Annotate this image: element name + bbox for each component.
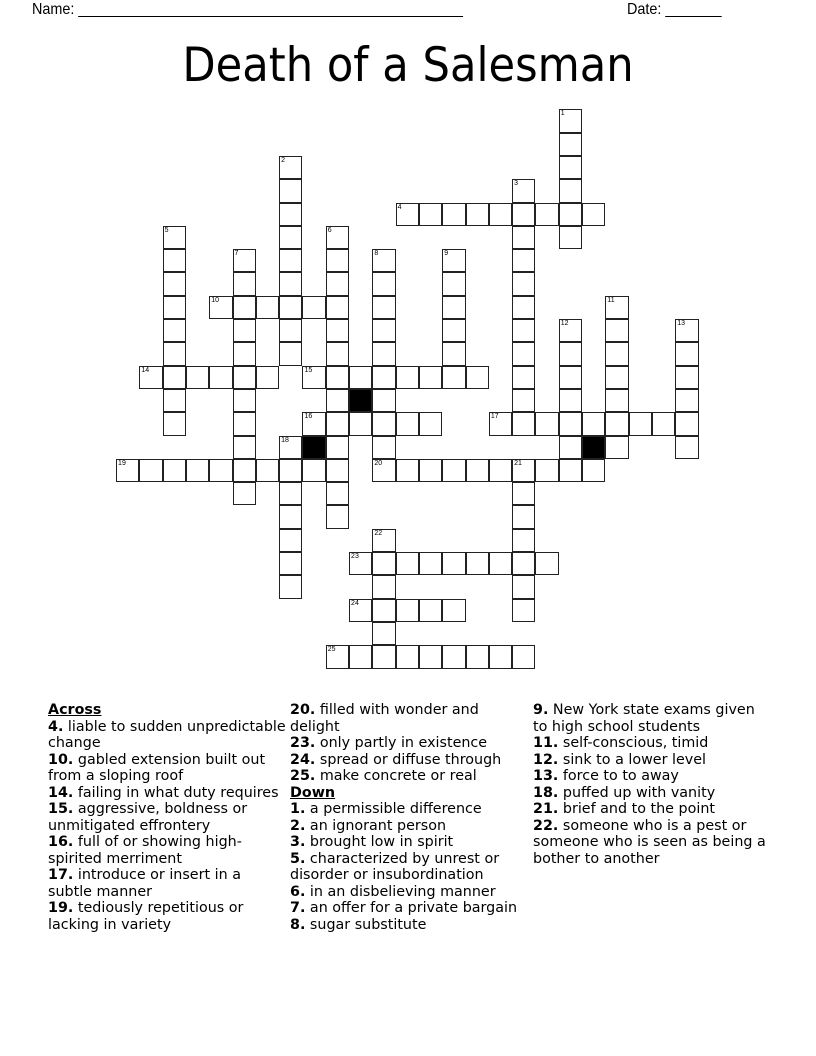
grid-cell[interactable] [442,366,465,389]
clue-number: 22. [533,817,559,834]
across-clue-24 [290,752,530,769]
grid-cell[interactable] [233,366,256,389]
down-clue-7 [290,900,530,917]
grid-cell[interactable] [396,366,419,389]
date-field[interactable]: Date: _______ [627,1,722,18]
grid-cell[interactable] [279,226,302,249]
clue-number-6: 6 [327,226,332,234]
grid-cell[interactable] [349,552,372,575]
clue-number-4: 4 [397,203,402,211]
grid-cell[interactable] [372,319,395,342]
grid-cell[interactable] [372,645,395,668]
grid-cell[interactable] [233,272,256,295]
grid-cell[interactable] [419,552,442,575]
grid-cell[interactable] [163,249,186,272]
clue-number: 2. [290,817,306,834]
down-clue-22 [533,818,773,868]
clue-number: 8. [290,916,306,933]
grid-cell[interactable] [326,412,349,435]
clue-number: 19. [48,900,74,916]
grid-cell[interactable] [279,296,302,319]
clue-number-16: 16 [304,413,313,421]
clue-number-7: 7 [234,250,239,258]
grid-cell[interactable] [186,459,209,482]
clue-number-17: 17 [490,413,499,421]
clue-number-3: 3 [514,180,519,188]
grid-cell[interactable] [279,156,302,179]
clue-number-9: 9 [444,250,449,258]
grid-cell[interactable] [442,319,465,342]
grid-cell[interactable] [559,342,582,365]
clue-text: tediously repetitious or lacking in variety [48,900,244,933]
grid-cell[interactable] [139,366,162,389]
clue-text: brief and to the point [558,801,715,817]
grid-cell[interactable] [559,156,582,179]
page-title: Death of a Salesman [182,38,634,93]
grid-cell[interactable] [209,366,232,389]
grid-cell[interactable] [163,366,186,389]
grid-cell[interactable] [419,366,442,389]
clue-number: 7. [290,900,306,916]
grid-cell[interactable] [442,459,465,482]
grid-cell[interactable] [116,459,139,482]
grid-cell[interactable] [489,459,512,482]
grid-cell[interactable] [605,412,628,435]
grid-cell[interactable] [466,366,489,389]
grid-cell[interactable] [256,366,279,389]
grid-cell[interactable] [279,482,302,505]
across-clue-23 [290,735,530,752]
grid-cell[interactable] [396,645,419,668]
grid-cell[interactable] [652,412,675,435]
grid-cell[interactable] [349,645,372,668]
clue-number: 11. [533,735,559,751]
grid-cell[interactable] [372,366,395,389]
grid-cell[interactable] [559,436,582,459]
down-clue-11 [533,735,773,752]
down-clue-5 [290,851,530,884]
down-clue-12 [533,752,773,769]
grid-cell[interactable] [302,459,325,482]
grid-cell[interactable] [396,203,419,226]
grid-cell[interactable] [372,459,395,482]
grid-cell[interactable] [279,272,302,295]
clue-text: liable to sudden unpredictable change [48,718,286,751]
grid-cell[interactable] [512,645,535,668]
grid-cell[interactable] [559,319,582,342]
grid-cell[interactable] [279,342,302,365]
clue-number-23: 23 [351,553,359,561]
black-cell [349,389,372,412]
grid-cell[interactable] [419,203,442,226]
down-heading: Down [290,784,336,801]
grid-cell[interactable] [559,179,582,202]
grid-cell[interactable] [605,366,628,389]
clue-number-11: 11 [607,296,615,304]
grid-cell[interactable] [372,296,395,319]
grid-cell[interactable] [372,599,395,622]
clue-number: 18. [533,784,559,801]
grid-cell[interactable] [279,203,302,226]
across-clue-15 [48,801,288,834]
grid-cell[interactable] [139,459,162,482]
grid-cell[interactable] [326,272,349,295]
across-clue-4 [48,719,288,752]
clue-number-5: 5 [164,226,169,234]
grid-cell[interactable] [442,272,465,295]
clue-number-25: 25 [327,646,336,654]
grid-cell[interactable] [209,296,232,319]
grid-cell[interactable] [489,412,512,435]
grid-cell[interactable] [372,342,395,365]
grid-cell[interactable] [512,552,535,575]
grid-cell[interactable] [419,412,442,435]
clue-text: someone who is a pest or someone who is seen as being a bother to another [533,817,766,867]
grid-cell[interactable] [396,412,419,435]
clue-text: make concrete or real [315,768,477,784]
grid-cell[interactable] [605,389,628,412]
grid-cell[interactable] [512,529,535,552]
grid-cell[interactable] [419,599,442,622]
down-clue-8 [290,917,530,934]
grid-cell[interactable] [279,575,302,598]
clue-number: 1. [290,801,306,817]
grid-cell[interactable] [163,272,186,295]
clue-text: sugar substitute [305,916,427,933]
grid-cell[interactable] [233,389,256,412]
grid-cell[interactable] [466,552,489,575]
clue-number-18: 18 [281,436,289,444]
clue-number-2: 2 [281,156,286,164]
grid-cell[interactable] [582,203,605,226]
grid-cell[interactable] [163,412,186,435]
clue-number: 3. [290,834,306,850]
grid-cell[interactable] [302,296,325,319]
clue-text: in an disbelieving manner [305,883,496,900]
grid-cell[interactable] [559,366,582,389]
clue-number: 15. [48,801,74,817]
black-cell [302,436,325,459]
grid-cell[interactable] [512,342,535,365]
clue-number: 23. [290,735,316,751]
grid-cell[interactable] [442,342,465,365]
grid-cell[interactable] [233,459,256,482]
clue-number-22: 22 [374,529,383,537]
grid-cell[interactable] [512,366,535,389]
clue-number-24: 24 [351,599,359,607]
clue-text: aggressive, boldness or unmitigated effrontery [48,801,248,834]
grid-cell[interactable] [326,645,349,668]
grid-cell[interactable] [279,459,302,482]
clue-text: force to to away [558,768,679,784]
grid-cell[interactable] [372,272,395,295]
clue-text: a permissible difference [305,801,482,817]
grid-cell[interactable] [442,552,465,575]
grid-cell[interactable] [163,319,186,342]
grid-cell[interactable] [559,389,582,412]
grid-cell[interactable] [512,482,535,505]
clue-text: filled with wonder and delight [290,702,479,735]
grid-cell[interactable] [279,179,302,202]
grid-cell[interactable] [326,366,349,389]
grid-cell[interactable] [233,249,256,272]
grid-cell[interactable] [559,133,582,156]
clue-number: 24. [290,751,316,768]
grid-cell[interactable] [349,366,372,389]
black-cell [582,436,605,459]
grid-cell[interactable] [372,622,395,645]
clue-text: gabled extension built out from a sloping roof [48,751,266,784]
grid-cell[interactable] [279,319,302,342]
grid-cell[interactable] [326,482,349,505]
grid-cell[interactable] [466,645,489,668]
clue-number-15: 15 [304,366,313,374]
clue-number: 13. [533,768,559,784]
grid-cell[interactable] [559,412,582,435]
grid-cell[interactable] [279,249,302,272]
grid-cell[interactable] [279,552,302,575]
clue-number-13: 13 [677,320,686,328]
across-clue-19 [48,900,288,933]
clue-number: 6. [290,883,306,900]
down-clue-21 [533,801,773,818]
clue-text: puffed up with vanity [558,784,716,801]
clue-text: New York state exams given to high school students [533,702,755,735]
grid-cell[interactable] [675,389,698,412]
grid-cell[interactable] [466,459,489,482]
grid-cell[interactable] [349,412,372,435]
grid-cell[interactable] [279,505,302,528]
clue-column-3 [533,702,773,867]
clue-text: an ignorant person [305,817,447,834]
clue-number-20: 20 [374,459,383,467]
grid-cell[interactable] [302,366,325,389]
grid-cell[interactable] [535,412,558,435]
grid-cell[interactable] [186,366,209,389]
grid-cell[interactable] [326,436,349,459]
grid-cell[interactable] [233,342,256,365]
grid-cell[interactable] [535,552,558,575]
grid-cell[interactable] [512,575,535,598]
clue-number: 9. [533,702,549,718]
grid-cell[interactable] [512,296,535,319]
grid-cell[interactable] [512,179,535,202]
grid-cell[interactable] [326,505,349,528]
grid-cell[interactable] [512,249,535,272]
clue-number: 14. [48,784,74,801]
grid-cell[interactable] [489,203,512,226]
down-clue-13 [533,768,773,785]
grid-cell[interactable] [675,319,698,342]
grid-cell[interactable] [163,389,186,412]
grid-cell[interactable] [372,412,395,435]
clue-text: an offer for a private bargain [305,900,518,916]
grid-cell[interactable] [489,552,512,575]
grid-cell[interactable] [512,412,535,435]
grid-cell[interactable] [512,599,535,622]
grid-cell[interactable] [256,296,279,319]
grid-cell[interactable] [396,552,419,575]
grid-cell[interactable] [209,459,232,482]
grid-cell[interactable] [559,459,582,482]
grid-cell[interactable] [675,342,698,365]
clue-text: introduce or insert in a subtle manner [48,867,241,900]
across-clue-16 [48,834,288,867]
grid-cell[interactable] [163,342,186,365]
down-clue-6 [290,884,530,901]
grid-cell[interactable] [372,575,395,598]
clue-text: self-conscious, timid [558,735,709,751]
clue-column-1 [48,702,288,933]
clue-number-19: 19 [118,459,126,467]
grid-cell[interactable] [279,436,302,459]
grid-cell[interactable] [326,459,349,482]
grid-cell[interactable] [605,436,628,459]
clue-number-21: 21 [514,459,522,467]
grid-cell[interactable] [442,599,465,622]
grid-cell[interactable] [535,459,558,482]
clue-text: characterized by unrest or disorder or insubordination [290,850,500,883]
grid-cell[interactable] [326,342,349,365]
across-clue-20 [290,702,530,735]
clue-number: 5. [290,850,306,867]
clue-text: brought low in spirit [305,834,454,850]
grid-cell[interactable] [372,529,395,552]
grid-cell[interactable] [675,366,698,389]
grid-cell[interactable] [372,552,395,575]
clue-column-2 [290,702,530,933]
clue-text: sink to a lower level [558,751,707,768]
grid-cell[interactable] [419,645,442,668]
grid-cell[interactable] [675,436,698,459]
grid-cell[interactable] [349,599,372,622]
grid-cell[interactable] [233,436,256,459]
grid-cell[interactable] [559,226,582,249]
grid-cell[interactable] [582,459,605,482]
grid-cell[interactable] [163,296,186,319]
grid-cell[interactable] [675,412,698,435]
grid-cell[interactable] [256,459,279,482]
name-field[interactable]: Name: ________________________________________________ [32,1,463,18]
grid-cell[interactable] [233,482,256,505]
down-clue-9 [533,702,773,735]
clue-number: 21. [533,801,559,817]
across-clue-25 [290,768,530,785]
grid-cell[interactable] [372,249,395,272]
across-clue-14 [48,785,288,802]
grid-cell[interactable] [442,203,465,226]
grid-cell[interactable] [512,319,535,342]
clue-number-14: 14 [141,366,150,374]
clue-text: full of or showing high-spirited merriment [48,834,242,867]
grid-cell[interactable] [326,249,349,272]
grid-cell[interactable] [466,203,489,226]
down-clue-18 [533,785,773,802]
clue-number-10: 10 [211,296,220,304]
grid-cell[interactable] [233,296,256,319]
grid-cell[interactable] [442,645,465,668]
grid-cell[interactable] [629,412,652,435]
grid-cell[interactable] [372,436,395,459]
clue-number-12: 12 [560,320,569,328]
grid-cell[interactable] [512,203,535,226]
grid-cell[interactable] [442,296,465,319]
grid-cell[interactable] [512,272,535,295]
down-clue-2 [290,818,530,835]
grid-cell[interactable] [302,412,325,435]
clue-number: 25. [290,768,316,784]
clue-text: only partly in existence [315,735,488,751]
down-clue-3 [290,834,530,851]
grid-cell[interactable] [535,203,558,226]
grid-cell[interactable] [163,459,186,482]
grid-cell[interactable] [326,296,349,319]
grid-cell[interactable] [233,412,256,435]
clue-text: spread or diffuse through [315,751,502,768]
grid-cell[interactable] [605,342,628,365]
grid-cell[interactable] [559,109,582,132]
grid-cell[interactable] [279,529,302,552]
grid-cell[interactable] [582,412,605,435]
grid-cell[interactable] [372,389,395,412]
clue-number-8: 8 [374,250,379,258]
clue-number: 10. [48,751,74,768]
grid-cell[interactable] [326,389,349,412]
clue-number: 12. [533,751,559,768]
clue-number: 16. [48,834,74,850]
across-heading: Across [48,702,102,718]
grid-cell[interactable] [326,226,349,249]
clue-number: 4. [48,718,64,735]
clue-text: failing in what duty requires [73,784,279,801]
grid-cell[interactable] [326,319,349,342]
grid-cell[interactable] [605,319,628,342]
clue-number: 17. [48,867,74,883]
grid-cell[interactable] [233,319,256,342]
grid-cell[interactable] [512,505,535,528]
grid-cell[interactable] [442,249,465,272]
grid-cell[interactable] [489,645,512,668]
grid-cell[interactable] [605,296,628,319]
clue-number: 20. [290,702,316,718]
grid-cell[interactable] [163,226,186,249]
grid-cell[interactable] [396,599,419,622]
grid-cell[interactable] [512,389,535,412]
clue-number-1: 1 [560,110,565,118]
grid-cell[interactable] [559,203,582,226]
grid-cell[interactable] [512,459,535,482]
down-clue-1 [290,801,530,818]
across-clue-10 [48,752,288,785]
across-clue-17 [48,867,288,900]
grid-cell[interactable] [512,226,535,249]
grid-cell[interactable] [419,459,442,482]
grid-cell[interactable] [396,459,419,482]
